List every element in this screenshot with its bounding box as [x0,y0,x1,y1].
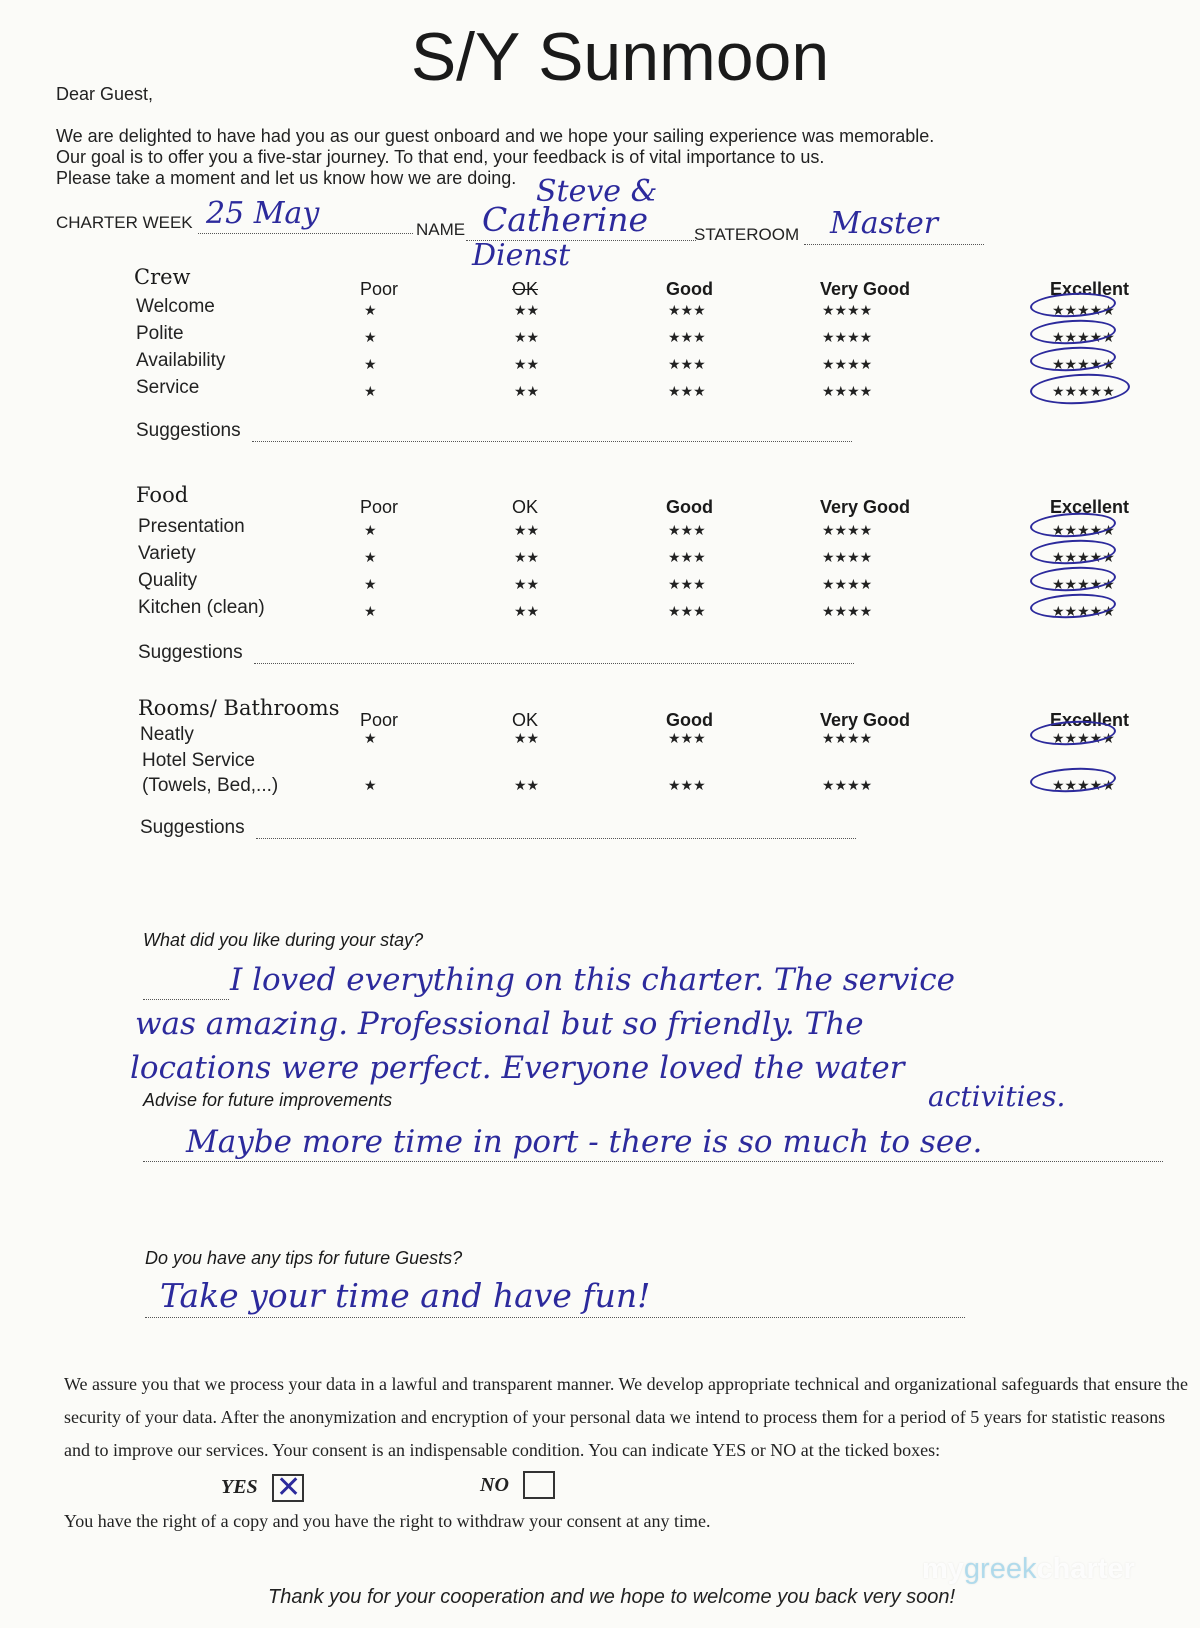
rating-option-ok[interactable]: ★★ [514,522,540,538]
rating-option-very-good[interactable]: ★★★★ [822,356,873,372]
answer-line [143,1160,1163,1162]
rating-item-label: Availability [136,350,226,371]
rating-option-good[interactable]: ★★★ [668,302,706,318]
rating-item-label: Hotel Service [142,750,255,771]
rating-option-very-good[interactable]: ★★★★ [822,302,873,318]
rating-option-ok[interactable]: ★★ [514,777,540,793]
rating-item-label: (Towels, Bed,...) [142,775,279,796]
rating-column-header: Good [666,497,713,517]
section-title: Food [136,483,189,507]
stateroom-value[interactable]: Master [830,206,939,241]
rating-item-label: Quality [138,570,198,591]
rating-option-very-good[interactable]: ★★★★ [822,549,873,565]
rating-option-good[interactable]: ★★★ [668,603,706,619]
no-checkbox[interactable] [523,1471,555,1499]
section-title: Crew [134,265,191,289]
liked-answer-line[interactable]: was amazing. Professional but so friendly. The [135,1006,864,1042]
page-title: S/Y Sunmoon [410,19,830,95]
stateroom-label: STATEROOM [694,225,800,244]
rating-option-very-good[interactable]: ★★★★ [822,329,873,345]
rating-item-label: Kitchen (clean) [138,597,265,618]
suggestions-label: Suggestions [138,642,243,663]
rating-column-header: Poor [360,279,399,299]
data-consent-text: We assure you that we process your data in a lawful and transparent manner. We develop appropriate technical and organizational safeguards that ensure the security of your data. After the anonymization and encryption of your personal data we intend to process them for a period of 5 years for statistic reasons and to improve our services. Your consent is an indispensable condition. You can indicate YES or NO at the ticked boxes: [64,1374,1189,1460]
yes-label: YES [221,1476,258,1498]
suggestions-line[interactable] [254,662,854,664]
intro-line: Our goal is to offer you a five-star journey. To that end, your feedback is of vital importance to us. [56,147,825,167]
rating-item-label: Neatly [140,724,194,745]
rating-option-ok[interactable]: ★★ [514,730,540,746]
rating-option-ok[interactable]: ★★ [514,549,540,565]
name-value-line1[interactable]: Steve & [536,174,658,209]
rating-option-excellent[interactable]: ★★★★★ [1052,302,1115,318]
suggestions-label: Suggestions [140,817,245,838]
suggestions-line[interactable] [252,440,852,442]
rating-option-excellent[interactable]: ★★★★★ [1052,576,1115,592]
rating-option-poor[interactable]: ★ [364,383,377,399]
rating-option-poor[interactable]: ★ [364,576,377,592]
rights-text: You have the right of a copy and you have the right to withdraw your consent at any time. [64,1511,711,1531]
improve-question: Advise for future improvements [143,1090,393,1110]
name-value-line3[interactable]: Dienst [472,238,571,273]
rating-option-good[interactable]: ★★★ [668,356,706,372]
rating-option-poor[interactable]: ★ [364,603,377,619]
rating-option-very-good[interactable]: ★★★★ [822,603,873,619]
rating-option-ok[interactable]: ★★ [514,383,540,399]
liked-answer-line[interactable]: I loved everything on this charter. The service [230,962,955,998]
rating-option-good[interactable]: ★★★ [668,383,706,399]
answer-line [145,1316,965,1318]
rating-column-header: Poor [360,710,399,730]
rating-option-good[interactable]: ★★★ [668,777,706,793]
rating-option-excellent[interactable]: ★★★★★ [1052,356,1115,372]
rating-column-header: Very Good [820,279,911,299]
tips-question: Do you have any tips for future Guests? [145,1248,463,1268]
rating-column-header: Good [666,710,713,730]
answer-line [143,998,229,1000]
intro-line: Please take a moment and let us know how we are doing. [56,168,517,188]
rating-option-excellent[interactable]: ★★★★★ [1052,329,1115,345]
rating-option-good[interactable]: ★★★ [668,329,706,345]
rating-option-excellent[interactable]: ★★★★★ [1052,383,1115,399]
section-title: Rooms/ Bathrooms [138,696,340,720]
rating-option-excellent[interactable]: ★★★★★ [1052,730,1115,746]
greeting: Dear Guest, [56,84,154,104]
rating-option-excellent[interactable]: ★★★★★ [1052,549,1115,565]
rating-option-ok[interactable]: ★★ [514,603,540,619]
rating-option-poor[interactable]: ★ [364,777,377,793]
rating-option-ok[interactable]: ★★ [514,576,540,592]
no-label: NO [480,1474,509,1496]
rating-column-header: OK [512,279,539,299]
rating-column-header: Excellent [1050,279,1130,299]
stateroom-line [804,243,984,245]
rating-item-label: Service [136,377,200,398]
rating-item-label: Welcome [136,296,215,317]
charter-week-value[interactable]: 25 May [206,196,320,231]
rating-option-very-good[interactable]: ★★★★ [822,383,873,399]
thank-you-note: Thank you for your cooperation and we hope to welcome you back very soon! [268,1586,956,1608]
rating-option-poor[interactable]: ★ [364,522,377,538]
rating-option-good[interactable]: ★★★ [668,549,706,565]
rating-column-header: Very Good [820,497,911,517]
watermark-part: greek [963,1553,1037,1585]
rating-column-header: Excellent [1050,497,1130,517]
liked-question: What did you like during your stay? [143,930,424,950]
intro-paragraph [56,126,934,189]
rating-item-label: Presentation [138,516,245,537]
yes-checkbox[interactable] [272,1470,304,1505]
rating-option-excellent[interactable]: ★★★★★ [1052,522,1115,538]
rating-option-excellent[interactable]: ★★★★★ [1052,777,1115,793]
watermark-logo [922,1553,1135,1586]
rating-option-good[interactable]: ★★★ [668,522,706,538]
selected-rating-circle [1029,371,1130,406]
suggestions-label: Suggestions [136,420,241,441]
rating-option-ok[interactable]: ★★ [514,356,540,372]
charter-week-label: CHARTER WEEK [56,213,193,232]
rating-column-header: OK [512,710,539,730]
improve-answer[interactable]: Maybe more time in port - there is so much to see. [186,1124,983,1160]
rating-column-header: Poor [360,497,399,517]
rating-column-header: Good [666,279,713,299]
rating-column-header: Excellent [1050,710,1130,730]
rating-option-very-good[interactable]: ★★★★ [822,576,873,592]
rating-option-ok[interactable]: ★★ [514,302,540,318]
liked-answer-line[interactable]: activities. [928,1080,1066,1113]
rating-option-very-good[interactable]: ★★★★ [822,777,873,793]
rating-option-poor[interactable]: ★ [364,329,377,345]
name-label: NAME [416,220,466,239]
rating-option-poor[interactable]: ★ [364,549,377,565]
suggestions-line[interactable] [256,837,856,839]
rating-option-good[interactable]: ★★★ [668,730,706,746]
rating-item-label: Variety [138,543,196,564]
rating-option-poor[interactable]: ★ [364,356,377,372]
rating-column-header: Very Good [820,710,911,730]
intro-line: We are delighted to have had you as our guest onboard and we hope your sailing experience was memorable. [56,126,935,146]
rating-option-very-good[interactable]: ★★★★ [822,522,873,538]
rating-option-very-good[interactable]: ★★★★ [822,730,873,746]
rating-column-header: OK [512,497,539,517]
rating-item-label: Polite [136,323,184,344]
checkmark-x-icon: ✕ [276,1470,302,1505]
rating-option-good[interactable]: ★★★ [668,576,706,592]
liked-answer-line[interactable]: locations were perfect. Everyone loved the water [130,1050,905,1086]
watermark-part: my [922,1553,964,1585]
rating-option-excellent[interactable]: ★★★★★ [1052,603,1115,619]
charter-week-line [198,232,413,234]
tips-answer[interactable]: Take your time and have fun! [160,1276,651,1315]
rating-option-poor[interactable]: ★ [364,302,377,318]
rating-option-poor[interactable]: ★ [364,730,377,746]
name-value-line2[interactable]: Catherine [482,200,649,239]
watermark-part: charter [1036,1553,1135,1585]
rating-option-ok[interactable]: ★★ [514,329,540,345]
